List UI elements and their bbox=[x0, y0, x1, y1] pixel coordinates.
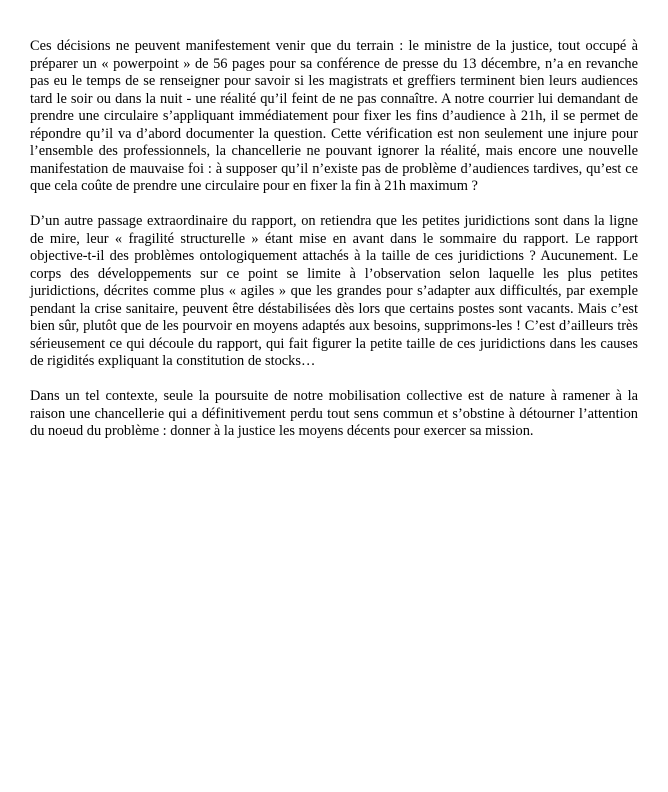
paragraph-spacer bbox=[30, 196, 638, 214]
paragraph-spacer bbox=[30, 371, 638, 389]
paragraph-petites-juridictions: D’un autre passage extraordinaire du rapport, on retiendra que les petites juridictions sont dans la ligne de mire, leur « fragilité structurelle » étant mise en avant dans le sommaire du rapport. Le rapport objective-t-il des problèmes ontologiquement attachés à la taille de ces juridictions ? Aucunement. Le corps des développements sur ce point se limite à l’observation selon laquelle les plus petites juridictions, décrites comme plus « agiles » que les grandes pour s’adapter aux difficultés, par exemple pendant la crise sanitaire, peuvent être déstabilisées dès lors que certains postes sont vacants. Mais c’est bien sûr, plutôt que de les pourvoir en moyens adaptés aux besoins, supprimons-les ! C’est d’ailleurs très sérieusement ce qui découle du rapport, qui fait figurer la petite taille de ces juridictions dans les causes de rigidités expliquant la constitution de stocks… bbox=[30, 213, 638, 369]
document-body bbox=[30, 38, 638, 441]
paragraph-audiences-tardives: Ces décisions ne peuvent manifestement venir que du terrain : le ministre de la justice, tout occupé à préparer un « powerpoint » de 56 pages pour sa conférence de presse du 13 décembre, n’a en revanche pas eu le temps de se renseigner pour savoir si les magistrats et greffiers terminent bien leurs audiences tard le soir ou dans la nuit - une réalité qu’il feint de ne pas connaître. A notre courrier lui demandant de prendre une circulaire s’appliquant immédiatement pour fixer les fins d’audience à 21h, il se permet de répondre qu’il va d’abord documenter la question. Cette vérification est non seulement une injure pour l’ensemble des professionnels, la chancellerie ne pouvant ignorer la réalité, mais encore une nouvelle manifestation de mauvaise foi : à supposer qu’il n’existe pas de problème d’audiences tardives, qu’est ce que cela coûte de prendre une circulaire pour en fixer la fin à 21h maximum ? bbox=[30, 38, 638, 194]
paragraph-mobilisation: Dans un tel contexte, seule la poursuite de notre mobilisation collective est de nature à ramener à la raison une chancellerie qui a définitivement perdu tout sens commun et s’obstine à détourner l’attention du noeud du problème : donner à la justice les moyens décents pour exercer sa mission. bbox=[30, 388, 638, 439]
